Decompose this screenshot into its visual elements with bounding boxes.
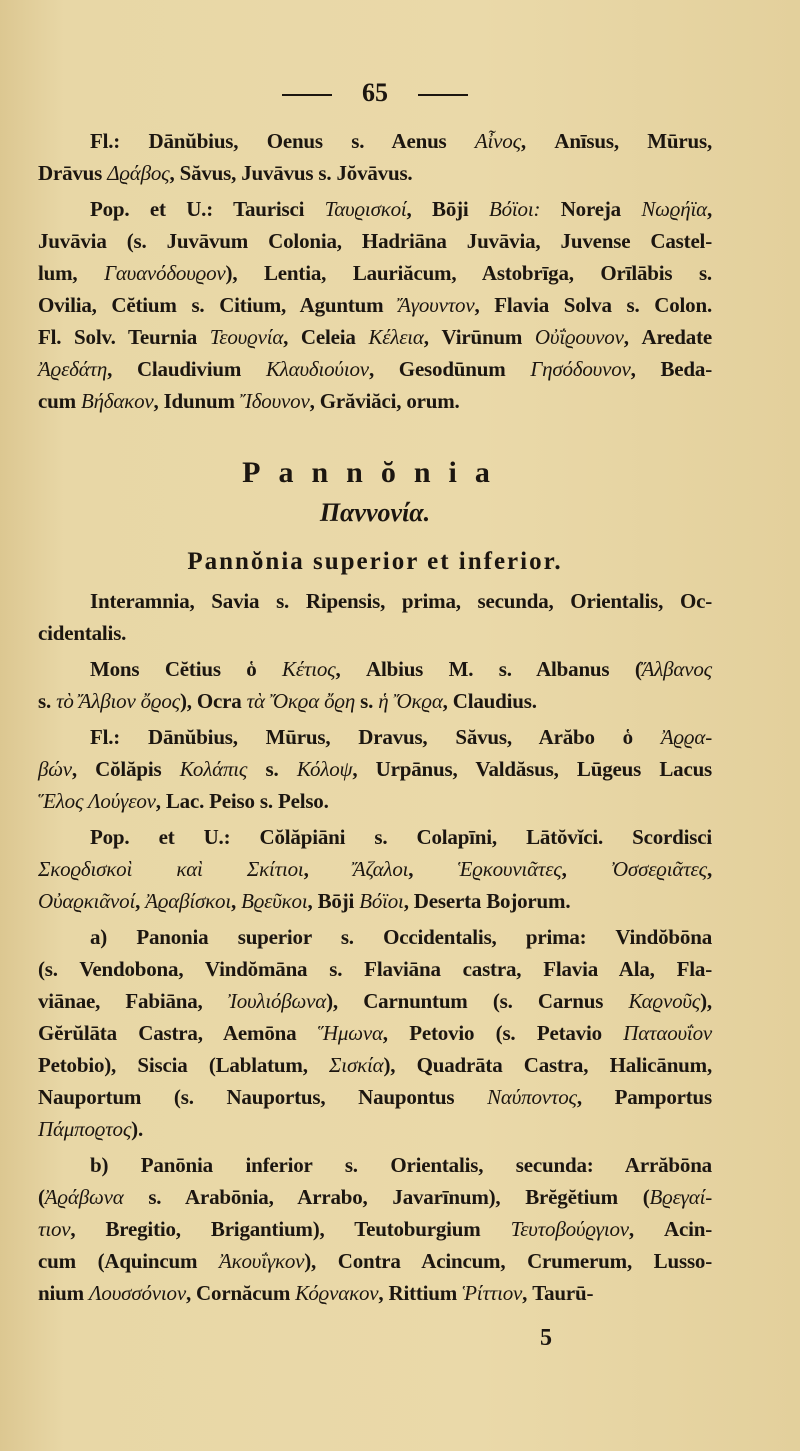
latin-text: Mons Cĕtius ὁ <box>90 657 283 681</box>
page-content <box>38 125 712 1313</box>
latin-text: , Urpānus, Valdăsus, Lūgeus Lacus <box>352 757 713 781</box>
greek-term: Ἄλβανος <box>641 657 712 681</box>
greek-term: Σκοϱδισκοὶ καὶ Σκίτιοι <box>38 857 304 881</box>
text-line <box>38 257 712 289</box>
dash-right <box>418 94 468 96</box>
greek-term: Γησόδουνον <box>530 357 631 381</box>
text-line <box>38 225 712 257</box>
latin-text: , Albius M. s. Albanus ( <box>335 657 642 681</box>
paragraph <box>38 125 712 189</box>
latin-text: s. <box>355 689 379 713</box>
text-line <box>38 885 712 917</box>
latin-text: Juvāvia (s. Juvāvum Colonia, Hadriāna Juvāvia, Juvense Castel- <box>38 229 712 253</box>
latin-text: cum (Aquincum <box>38 1249 219 1273</box>
latin-text: , Gesodūnum <box>368 357 531 381</box>
text-line <box>38 953 712 985</box>
page-number: 65 <box>362 78 388 107</box>
text-line <box>38 1049 712 1081</box>
latin-text: cidentalis. <box>38 621 127 645</box>
latin-text: cum <box>38 389 81 413</box>
page-number-header <box>38 78 712 108</box>
latin-text: , <box>561 857 611 881</box>
text-line <box>38 193 712 225</box>
greek-term: Καϱνοῦς <box>628 989 701 1013</box>
section-greek-title: Παννονία. <box>319 498 431 527</box>
text-line <box>38 1277 712 1309</box>
greek-term: Ναύποντος <box>487 1085 577 1109</box>
latin-text: , Flavia Solva s. Colon. <box>474 293 712 317</box>
latin-text: , Virūnum <box>423 325 535 349</box>
latin-text: Pop. et U.: Cŏlăpiāni s. Colapīni, Lātŏvĭci. Scordisci <box>90 825 712 849</box>
latin-text: , Rittium <box>378 1281 463 1305</box>
latin-text: , Deserta Bojorum. <box>403 889 571 913</box>
greek-term: Κέτιος <box>282 657 336 681</box>
greek-term: Βόϊοι <box>359 889 404 913</box>
latin-text: , <box>230 889 242 913</box>
noricum-block <box>38 125 712 417</box>
greek-term: τὰ Ὄκϱα ὄϱη <box>246 689 356 713</box>
greek-term: Ἄγουντον <box>398 293 475 317</box>
greek-term: Κέλεια <box>368 325 424 349</box>
greek-term: Οὐΐϱουνον <box>534 325 624 349</box>
latin-text: Fl.: Dānŭbius, Oenus s. Aenus <box>90 129 475 153</box>
latin-text: Gĕrŭlāta Castra, Aemōna <box>38 1021 318 1045</box>
greek-term: Βϱεγαί- <box>649 1185 712 1209</box>
latin-text: Interamnia, Savia s. Ripensis, prima, secunda, Orientalis, Oc- <box>90 589 712 613</box>
text-line <box>38 157 712 189</box>
text-line <box>38 585 712 617</box>
greek-term: Οὐαϱκιᾶνοί <box>38 889 136 913</box>
latin-text: Drāvus <box>38 161 108 185</box>
text-line <box>38 1081 712 1113</box>
latin-text: ), Carnuntum (s. Carnus <box>326 989 629 1013</box>
latin-text: Pop. et U.: Taurisci <box>90 197 325 221</box>
greek-term: Ἀϱϱα- <box>660 725 712 749</box>
latin-text: , <box>706 857 712 881</box>
text-line <box>38 985 712 1017</box>
latin-text: , Anīsus, Mūrus, <box>520 129 712 153</box>
dash-left <box>282 94 332 96</box>
latin-text: , Taurū- <box>522 1281 594 1305</box>
greek-term: Παταουΐον <box>623 1021 712 1045</box>
greek-term: Γαυανόδουϱον <box>104 261 226 285</box>
greek-term: τὸ Ἄλβιον ὄϱος <box>56 689 181 713</box>
text-line <box>38 353 712 385</box>
latin-text: nium <box>38 1281 89 1305</box>
greek-term: Ῥίττιον <box>462 1281 523 1305</box>
paragraph <box>38 585 712 649</box>
latin-text: , Claudius. <box>442 689 537 713</box>
latin-text: Petobio), Siscia (Lablatum, <box>38 1053 330 1077</box>
latin-text: , <box>706 197 712 221</box>
greek-term: Ἀϱαβίσκοι <box>145 889 231 913</box>
greek-term: Ἄζαλοι <box>352 857 409 881</box>
latin-text: , Celeia <box>283 325 369 349</box>
text-line <box>38 685 712 717</box>
greek-term: Κόλοψ <box>296 757 353 781</box>
latin-text: , <box>303 857 353 881</box>
latin-text: lum, <box>38 261 105 285</box>
text-line <box>38 921 712 953</box>
paragraph <box>38 1149 712 1309</box>
text-line <box>38 753 712 785</box>
greek-term: Δϱάβος <box>107 161 170 185</box>
text-line <box>38 785 712 817</box>
latin-text: , Claudivium <box>107 357 266 381</box>
greek-term: Ἀκουΐγκον <box>218 1249 305 1273</box>
text-line <box>38 385 712 417</box>
signature-mark: 5 <box>540 1325 552 1351</box>
latin-text: s. Arabōnia, Arrabo, Javarīnum), Brĕgĕtium ( <box>123 1185 650 1209</box>
greek-term: Ἰουλιόβωνα <box>227 989 327 1013</box>
greek-term: Ἴδουνον <box>239 389 310 413</box>
text-line <box>38 1181 712 1213</box>
greek-term: Πάμποϱτος <box>38 1117 132 1141</box>
greek-term: Λουσσόνιον <box>88 1281 186 1305</box>
latin-text: s. <box>38 689 57 713</box>
greek-term: Τεουϱνία <box>209 325 284 349</box>
greek-term: Βόϊοι: <box>488 197 541 221</box>
latin-text: viānae, Fabiāna, <box>38 989 228 1013</box>
latin-text: Fl. Solv. Teurnia <box>38 325 210 349</box>
latin-text: (s. Vendobona, Vindŏmāna s. Flaviāna castra, Flavia Ala, Fla- <box>38 957 712 981</box>
latin-text: , Săvus, Juvāvus s. Jŏvāvus. <box>169 161 413 185</box>
greek-term: ἡ Ὄκϱα <box>378 689 443 713</box>
latin-text: , Pamportus <box>576 1085 712 1109</box>
section-subtitle: Pannŏnia superior et inferior. <box>187 548 563 575</box>
greek-term: Σισκία <box>329 1053 384 1077</box>
latin-text: , Grăviăci, orum. <box>309 389 460 413</box>
paragraph <box>38 653 712 717</box>
latin-text: a) Panonia superior s. Occidentalis, prima: Vindŏbōna <box>90 925 712 949</box>
latin-text: Ovilia, Cĕtium s. Citium, Aguntum <box>38 293 399 317</box>
text-line <box>38 1113 712 1145</box>
latin-text: , Lac. Peiso s. Pelso. <box>155 789 329 813</box>
greek-term: Κλαυδιούιον <box>265 357 369 381</box>
latin-text: ), Quadrāta Castra, Halicānum, <box>383 1053 712 1077</box>
paragraph <box>38 921 712 1145</box>
text-line <box>38 289 712 321</box>
latin-text: , Idunum <box>153 389 240 413</box>
latin-text: , Bregitio, Brigantium), Teutoburgium <box>70 1217 511 1241</box>
greek-term: βών <box>38 757 72 781</box>
latin-text: , Acin- <box>628 1217 713 1241</box>
greek-term: Κόϱνακον <box>295 1281 379 1305</box>
latin-text: ), <box>700 989 712 1013</box>
greek-term: Ὀσσεϱιᾶτες <box>610 857 707 881</box>
latin-text: Noreja <box>540 197 642 221</box>
text-line <box>38 617 712 649</box>
text-line <box>38 125 712 157</box>
text-line <box>38 853 712 885</box>
greek-term: Βήδακον <box>80 389 154 413</box>
latin-text: ), Lentia, Lauriăcum, Astobrīga, Orīlābis s. <box>225 261 712 285</box>
greek-term: Ἀϱεδάτη <box>38 357 108 381</box>
greek-term: τιον <box>38 1217 71 1241</box>
text-line <box>38 821 712 853</box>
latin-text: , Aredate <box>623 325 712 349</box>
latin-text: , Bōji <box>406 197 489 221</box>
pannonia-block <box>38 585 712 1309</box>
latin-text: ( <box>38 1185 45 1209</box>
latin-text: s. <box>247 757 297 781</box>
latin-text: , Cŏlăpis <box>71 757 180 781</box>
greek-term: Κολάπις <box>179 757 248 781</box>
latin-text: , <box>408 857 458 881</box>
section-title: Pannŏnia <box>242 456 508 489</box>
greek-term: Βϱεῦκοι <box>241 889 308 913</box>
text-line <box>38 1213 712 1245</box>
text-line <box>38 653 712 685</box>
latin-text: ), Contra Acincum, Crumerum, Lusso- <box>304 1249 713 1273</box>
greek-term: Ἑϱκουνιᾶτες <box>457 857 562 881</box>
text-line <box>38 721 712 753</box>
latin-text: , <box>135 889 146 913</box>
text-line <box>38 1017 712 1049</box>
text-line <box>38 1149 712 1181</box>
greek-term: Ἕλος Λούγεον <box>38 789 156 813</box>
paragraph <box>38 821 712 917</box>
latin-text: b) Panōnia inferior s. Orientalis, secunda: Arrăbōna <box>90 1153 712 1177</box>
text-line <box>38 321 712 353</box>
greek-term: Ταυϱισκοί <box>324 197 407 221</box>
greek-term: Τευτοβούϱγιον <box>510 1217 629 1241</box>
paragraph <box>38 721 712 817</box>
latin-text: ), Ocra <box>180 689 247 713</box>
paragraph <box>38 193 712 417</box>
greek-term: Νωϱήϊα <box>641 197 707 221</box>
greek-term: Ἀϱάβωνα <box>44 1185 124 1209</box>
greek-term: Ἥμωνα <box>317 1021 383 1045</box>
greek-term: Αἶνος <box>474 129 521 153</box>
latin-text: , Beda- <box>630 357 712 381</box>
latin-text: ). <box>131 1117 143 1141</box>
latin-text: , Bōji <box>307 889 360 913</box>
latin-text: Fl.: Dānŭbius, Mūrus, Dravus, Săvus, Arăbo ὁ <box>90 725 661 749</box>
latin-text: , Cornăcum <box>185 1281 296 1305</box>
latin-text: Nauportum (s. Nauportus, Naupontus <box>38 1085 488 1109</box>
text-line <box>38 1245 712 1277</box>
latin-text: , Petovio (s. Petavio <box>382 1021 624 1045</box>
